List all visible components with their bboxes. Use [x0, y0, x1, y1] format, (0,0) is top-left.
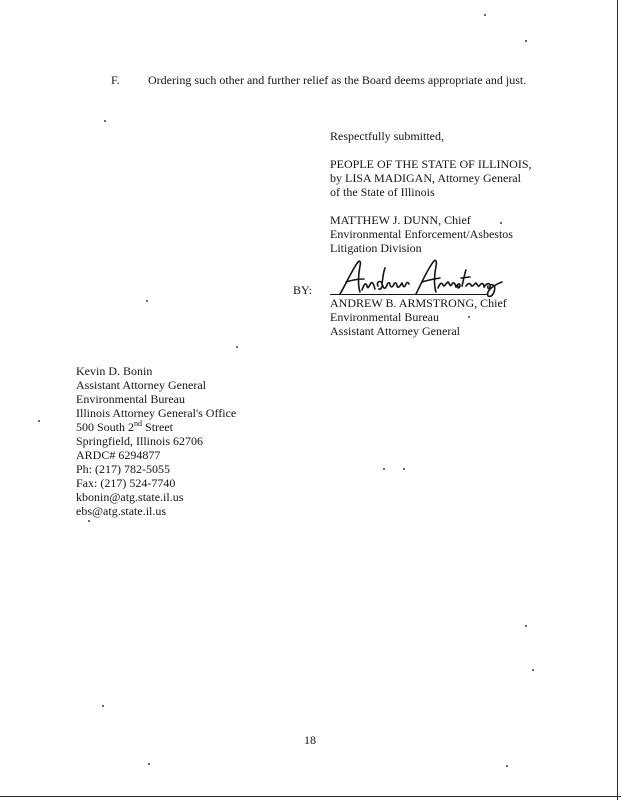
scan-speck [148, 763, 150, 765]
contact-city: Springfield, Illinois 62706 [76, 434, 203, 448]
scan-speck [484, 14, 486, 16]
relief-item-letter: F. [111, 73, 120, 87]
scan-speck [38, 420, 40, 422]
contact-phone: Ph: (217) 782-5055 [76, 462, 170, 476]
contact-ardc: ARDC# 6294877 [76, 448, 161, 462]
scan-speck [532, 669, 534, 671]
scan-edge-bottom [0, 796, 621, 797]
signature-block [330, 129, 532, 255]
contact-title: Assistant Attorney General [76, 378, 206, 392]
party-line-2: by LISA MADIGAN, Attorney General [330, 171, 521, 185]
scan-speck [525, 40, 527, 42]
signer-line-2: Environmental Bureau [330, 310, 439, 324]
party-line-1: PEOPLE OF THE STATE OF ILLINOIS, [330, 157, 532, 171]
party-line-3: of the State of Illinois [330, 185, 435, 199]
contact-email-1: kbonin@atg.state.il.us [76, 490, 184, 504]
scan-speck [506, 765, 508, 767]
by-label: BY: [293, 283, 312, 297]
division-line-2: Environmental Enforcement/Asbestos [330, 227, 513, 241]
scan-speck [500, 222, 502, 224]
scan-speck [88, 520, 90, 522]
scan-speck [104, 120, 106, 122]
street-name: Street [142, 420, 174, 434]
page-number: 18 [304, 733, 316, 747]
contact-office: Illinois Attorney General's Office [76, 406, 237, 420]
scan-speck [146, 300, 148, 302]
signature-line [330, 294, 488, 295]
contact-block [76, 364, 236, 518]
street-ordinal-suffix: nd [134, 419, 143, 428]
scan-edge-right [617, 0, 618, 800]
signer-line-1: ANDREW B. ARMSTRONG, Chief [330, 296, 507, 310]
spacer [330, 199, 532, 213]
division-line-1: MATTHEW J. DUNN, Chief [330, 213, 471, 227]
scan-speck [383, 468, 385, 470]
scan-speck [403, 468, 405, 470]
signer-line-3: Assistant Attorney General [330, 324, 460, 338]
contact-fax: Fax: (217) 524-7740 [76, 476, 176, 490]
signer-block [330, 296, 507, 338]
contact-street [76, 420, 236, 434]
contact-email-2: ebs@atg.state.il.us [76, 504, 167, 518]
closing-line: Respectfully submitted, [330, 129, 444, 143]
contact-name: Kevin D. Bonin [76, 364, 153, 378]
scan-speck [236, 346, 238, 348]
division-line-3: Litigation Division [330, 241, 422, 255]
scan-speck [468, 316, 470, 318]
scan-speck [525, 625, 527, 627]
street-number: 500 South 2 [76, 420, 135, 434]
spacer [330, 143, 532, 157]
scan-speck [102, 705, 104, 707]
contact-bureau: Environmental Bureau [76, 392, 185, 406]
relief-item-text: Ordering such other and further relief as the Board deems appropriate and just. [148, 73, 527, 87]
